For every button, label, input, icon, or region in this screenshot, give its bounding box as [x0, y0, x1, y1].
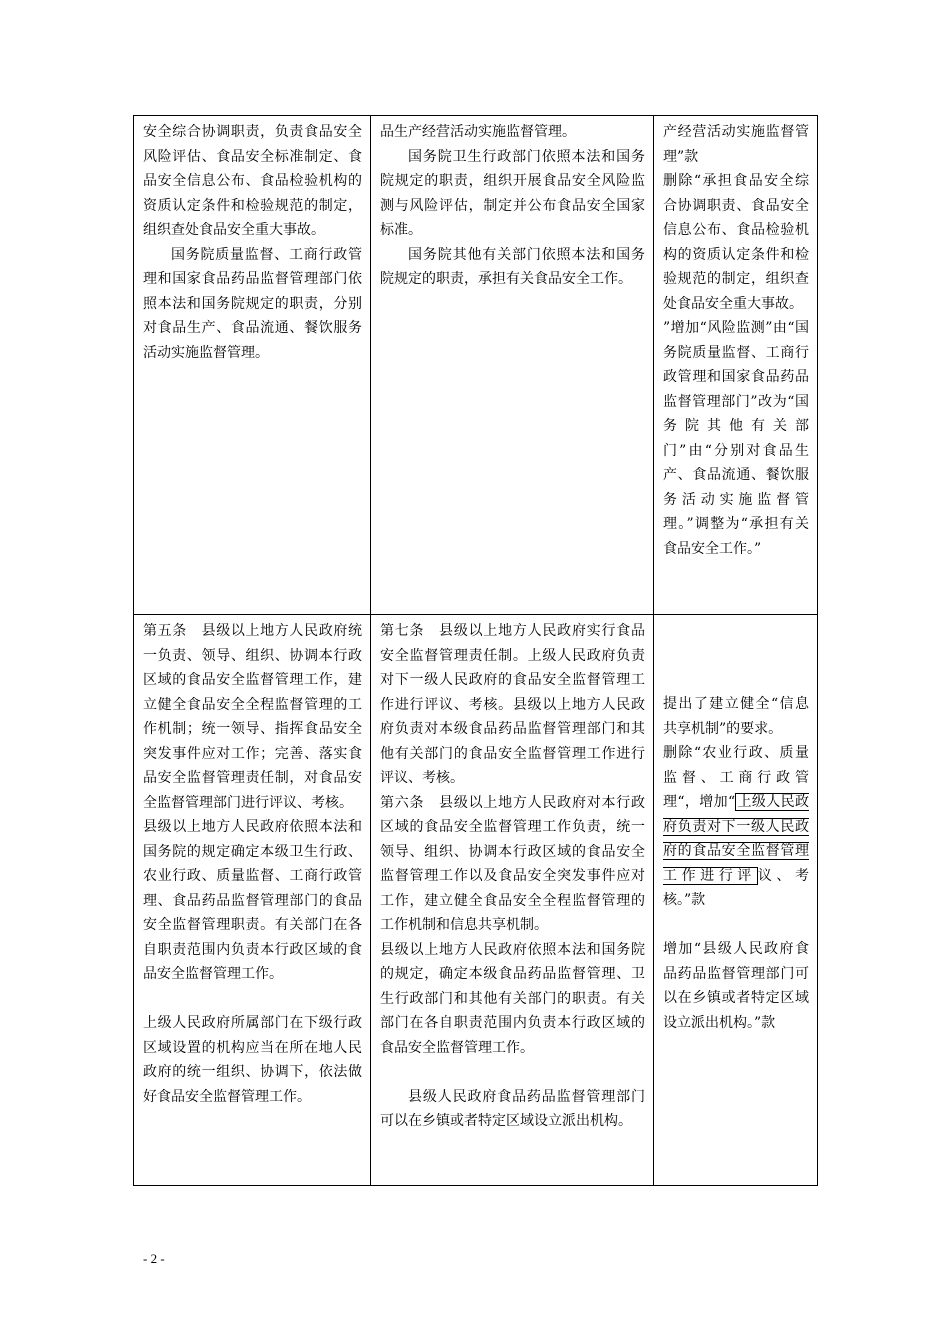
comparison-table [133, 115, 818, 1186]
new-law-paragraph: 第六条 县级以上地方人民政府对本行政区域的食品安全监督管理工作负责，统一领导、组织、协调本行政区域的食品安全监督管理工作以及食品安全突发事件应对工作，建立健全食品安全全程监督管理的工作机制和信息共享机制。 [380, 794, 645, 933]
change-note-cell [654, 615, 818, 1186]
old-law-paragraph: 上级人民政府所属部门在下级行政区域设置的机构应当在所在地人民政府的统一组织、协调下，依法做好食品安全监督管理工作。 [143, 1015, 362, 1105]
old-law-paragraph: 县级以上地方人民政府依照本法和国务院的规定确定本级卫生行政、农业行政、质量监督、工商行政管理、食品药品监督管理部门的食品安全监督管理职责。有关部门在各自职责范围内负责本行政区域的食品安全监督管理工作。 [143, 819, 362, 982]
new-law-paragraph: 品生产经营活动实施监督管理。 [380, 124, 576, 140]
new-law-paragraph: 国务院卫生行政部门依照本法和国务院规定的职责，组织开展食品安全风险监测与风险评估，制定并公布食品安全国家标准。 [380, 148, 645, 238]
change-note-paragraph: 提出了建立健全“信息共享机制”的要求。 [663, 696, 809, 737]
old-law-cell [134, 116, 371, 615]
page-number: - 2 - [143, 1251, 165, 1266]
change-note-paragraph: ”增加“风险监测”由“国务院质量监督、工商行政管理和国家食品药品监督管理部门”改为“国务院其他有关部门”由“分别对食品生产、食品流通、餐饮服务活动实施监督管理。”调整为“承担有关食品安全工作。” [663, 320, 809, 557]
new-law-cell [371, 116, 654, 615]
change-note-paragraph: 产经营活动实施监督管理”款 [663, 124, 809, 165]
table-row [134, 116, 818, 615]
new-law-paragraph: 第七条 县级以上地方人民政府实行食品安全监督管理责任制。上级人民政府负责对下一级人民政府的食品安全监督管理工作进行评议、考核。县级以上地方人民政府负责对本级食品药品监督管理部门和其他有关部门的食品安全监督管理工作进行评议、考核。 [380, 623, 645, 786]
table-row [134, 615, 818, 1186]
old-law-cell [134, 615, 371, 1186]
old-law-paragraph: 国务院质量监督、工商行政管理和国家食品药品监督管理部门依照本法和国务院规定的职责，分别对食品生产、食品流通、餐饮服务活动实施监督管理。 [143, 246, 362, 361]
new-law-cell [371, 615, 654, 1186]
highlighted-text-box: 上级人民政府负责对下一级人民政府的食品安全监督管理工作进行评 [663, 794, 809, 884]
change-note-paragraph: 删除“承担食品安全综合协调职责、食品安全信息公布、食品检验机构的资质认定条件和检验规范的制定，组织查处食品安全重大事故。 [663, 173, 809, 312]
change-note-text: 议、考核。”款 [663, 867, 810, 908]
old-law-paragraph: 第五条 县级以上地方人民政府统一负责、领导、组织、协调本行政区域的食品安全监督管理工作，建立健全食品安全全程监督管理的工作机制；统一领导、指挥食品安全突发事件应对工作；完善、落实食品安全监督管理责任制，对食品安全监督管理部门进行评议、考核。 [143, 623, 362, 811]
change-note-cell [654, 116, 818, 615]
new-law-paragraph: 国务院其他有关部门依照本法和国务院规定的职责，承担有关食品安全工作。 [380, 246, 645, 287]
change-note-paragraph: 增加“县级人民政府食品药品监督管理部门可以在乡镇或者特定区域设立派出机构。”款 [663, 941, 809, 1031]
new-law-paragraph: 县级以上地方人民政府依照本法和国务院的规定，确定本级食品药品监督管理、卫生行政部门和其他有关部门的职责。有关部门在各自职责范围内负责本行政区域的食品安全监督管理工作。 [380, 941, 645, 1056]
change-note-text: 删除“农业行政、质量监督、工商行政管理“，增加“ [663, 745, 809, 810]
old-law-paragraph: 安全综合协调职责，负责食品安全风险评估、食品安全标准制定、食品安全信息公布、食品检验机构的资质认定条件和检验规范的制定，组织查处食品安全重大事故。 [143, 124, 362, 238]
change-note-paragraph [663, 741, 809, 913]
new-law-paragraph: 县级人民政府食品药品监督管理部门可以在乡镇或者特定区域设立派出机构。 [380, 1088, 645, 1129]
